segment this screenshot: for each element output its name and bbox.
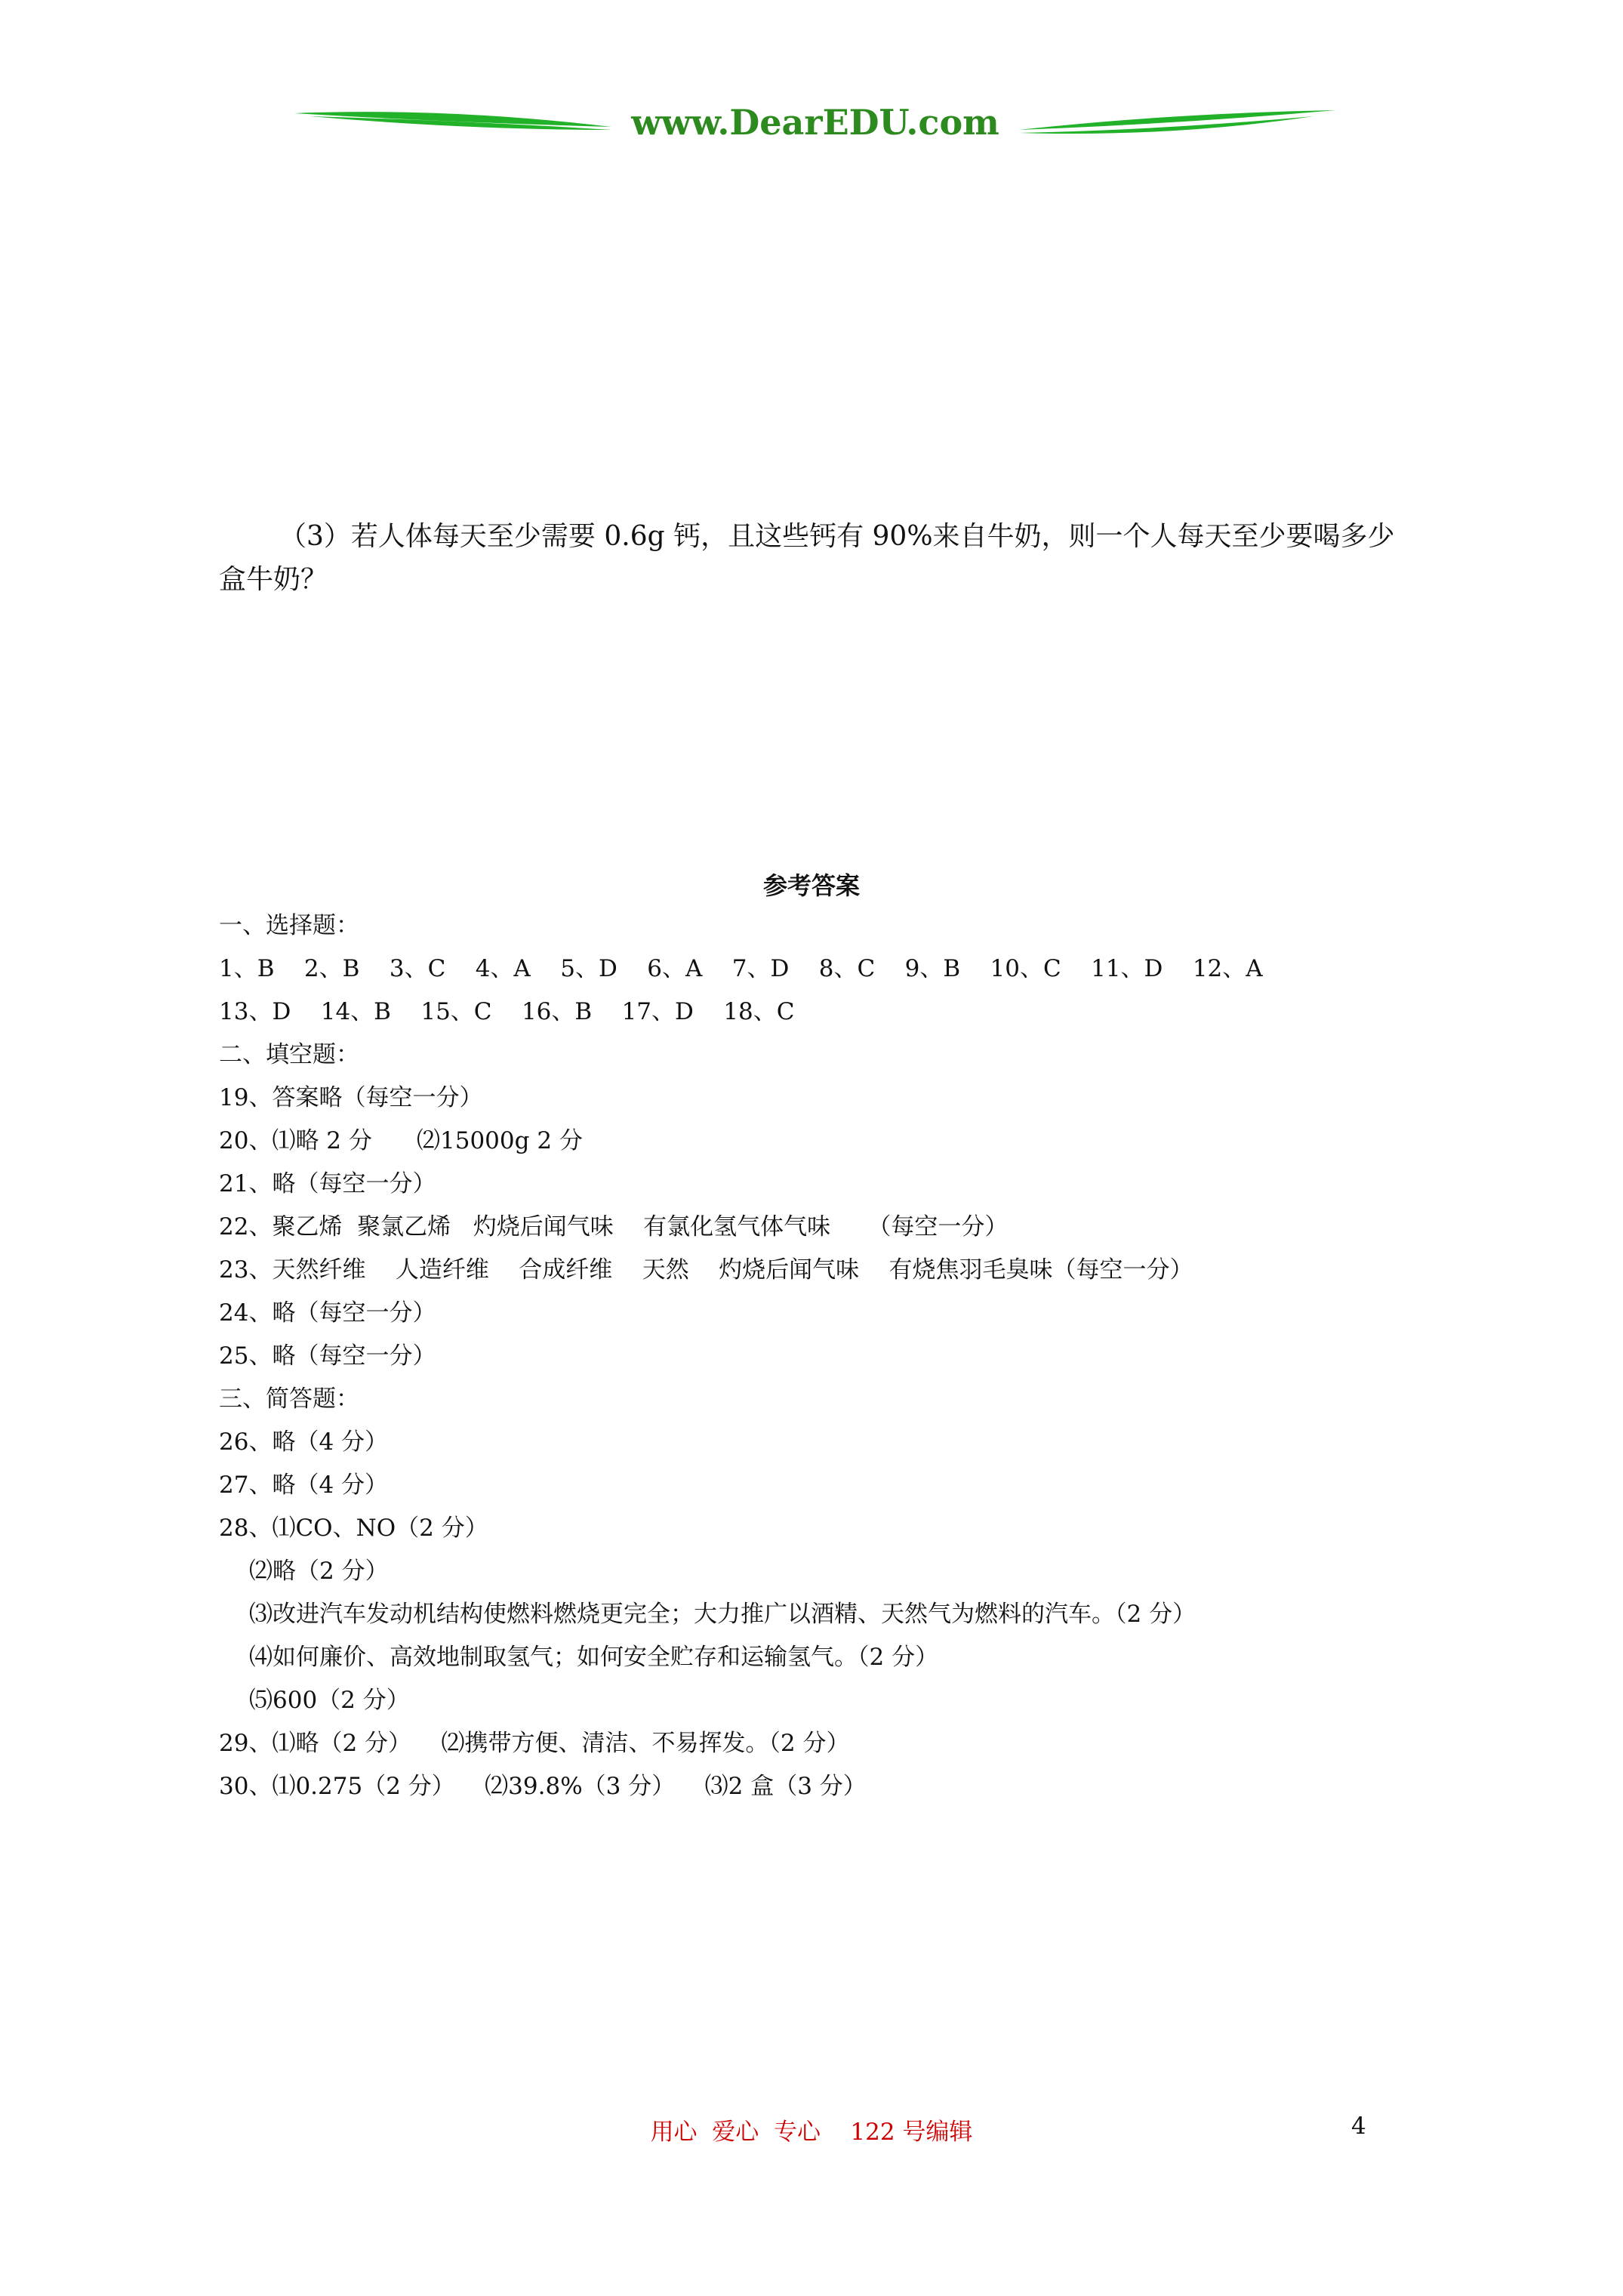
- question-text: （3）若人体每天至少需要 0.6g 钙，且这些钙有 90%来自牛奶，则一个人每天至少要喝多少盒牛奶？: [219, 521, 1395, 595]
- footer-text: 用心 爱心 专心 122 号编辑: [650, 2119, 973, 2146]
- answer-line: 30、⑴0.275（2 分） ⑵39.8%（3 分） ⑶2 盒（3 分）: [219, 1773, 867, 1800]
- site-url: www.DearEDU.com: [631, 102, 999, 143]
- answer-list: [219, 905, 1427, 1808]
- answer-line: 25、略（每空一分）: [219, 1342, 436, 1370]
- answer-line: 三、简答题：: [219, 1385, 359, 1413]
- answer-line: 27、略（4 分）: [219, 1472, 389, 1499]
- answer-line: 19、答案略（每空一分）: [219, 1084, 483, 1111]
- answer-line: 26、略（4 分）: [219, 1428, 389, 1456]
- answer-line: 28、⑴CO、NO（2 分）: [219, 1515, 488, 1542]
- answer-line: 一、选择题：: [219, 912, 359, 939]
- page-number: 4: [1351, 2113, 1366, 2140]
- answer-line: 23、天然纤维 人造纤维 合成纤维 天然 灼烧后闻气味 有烧焦羽毛臭味（每空一分）: [219, 1256, 1193, 1284]
- answer-line: 21、略（每空一分）: [219, 1170, 436, 1197]
- answer-line: 20、⑴略 2 分 ⑵15000g 2 分: [219, 1127, 583, 1154]
- header-swoosh-graphic: [294, 91, 1336, 159]
- answer-line: 1、B 2、B 3、C 4、A 5、D 6、A 7、D 8、C 9、B 10、C 11、D 12、A: [219, 955, 1263, 982]
- answer-line: 29、⑴略（2 分） ⑵携带方便、清洁、不易挥发。（2 分）: [219, 1730, 850, 1757]
- answer-line: ⑵略（2 分）: [249, 1558, 389, 1585]
- answer-line: 24、略（每空一分）: [219, 1299, 436, 1327]
- answer-line: 22、聚乙烯 聚氯乙烯 灼烧后闻气味 有氯化氢气体气味 （每空一分）: [219, 1213, 1009, 1240]
- answers-title: 参考答案: [762, 871, 860, 900]
- header-banner: [294, 91, 1336, 159]
- answer-line: ⑶改进汽车发动机结构使燃料燃烧更完全；大力推广以酒精、天然气为燃料的汽车。（2 分）: [249, 1601, 1196, 1628]
- answer-line: 二、填空题：: [219, 1041, 359, 1068]
- answer-line: 13、D 14、B 15、C 16、B 17、D 18、C: [219, 998, 795, 1025]
- answer-line: ⑸600（2 分）: [249, 1687, 410, 1714]
- answer-line: ⑷如何廉价、高效地制取氢气；如何安全贮存和运输氢气。（2 分）: [249, 1644, 939, 1671]
